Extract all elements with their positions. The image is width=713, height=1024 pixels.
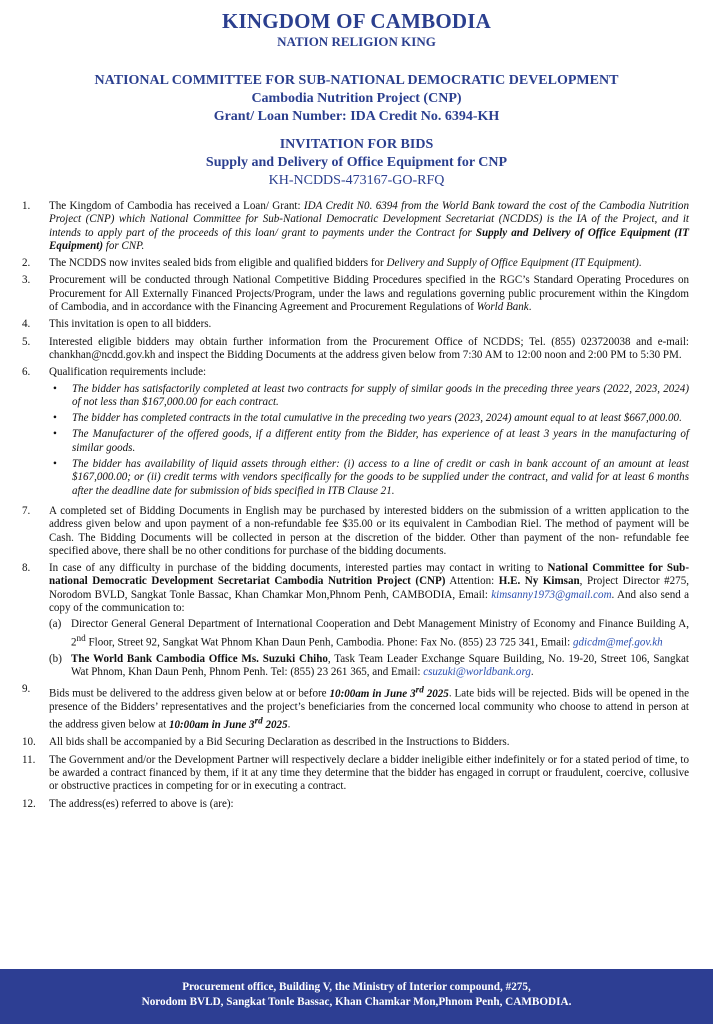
clause-1-text-d: for CNP. <box>103 239 145 252</box>
clause-3-text-b: World Bank <box>476 301 529 314</box>
address-banner <box>0 969 713 1024</box>
invitation-subject: Supply and Delivery of Office Equipment for CNP <box>205 155 508 170</box>
opening-year: 2025 <box>262 719 288 732</box>
invitation-title: INVITATION FOR BIDS <box>279 137 434 152</box>
clause-3-text-c: . <box>528 301 532 314</box>
document-body <box>0 200 713 815</box>
clause-text <box>49 562 689 679</box>
document-header <box>0 0 713 190</box>
clause-12 <box>22 798 689 811</box>
world-bank-contact: The World Bank Cambodia Office Ms. Suzuki Chiho <box>71 652 328 665</box>
qualification-intro: Qualification requirements include: <box>49 366 207 379</box>
clause-number: 9. <box>22 683 31 696</box>
clause-8-text-e: , Project Director #275, Norodom BVLD, Sangkat Tonle Bassac, Khan Chamkar Mon,Phnom Penh, CAMBODIA, Email: <box>49 575 689 601</box>
qualification-list <box>49 383 689 498</box>
email-link[interactable]: gdicdm@mef.gov.kh <box>572 636 663 649</box>
email-link[interactable]: kimsanny1973@gmail.com <box>491 588 612 601</box>
clause-text: Interested eligible bidders may obtain further information from the Procurement Office of NCDDS; Tel. (855) 023720038 and e-mail: chankhan@ncdd.gov.kh and inspect the Bidding Documents at the address given below from 7:30 AM to 12:00 noon and 2:00 PM to 5:30 PM. <box>49 335 689 361</box>
sub-clause-label: (b) <box>49 652 62 665</box>
bullet-icon: • <box>53 412 57 425</box>
clause-3-text-a: Procurement will be conducted through National Competitive Bidding Procedures specified in the RGC’s Standard Operating Procedures on Procurement for All Externally Financed Projects/Program, under the laws and regulations governing public procurement within the Kingdom of Cambodia, and in accordance with the Financing Agreement and Procurement Regulations of <box>49 274 689 314</box>
bullet-icon: • <box>53 382 57 395</box>
national-motto: NATION RELIGION KING <box>277 34 436 49</box>
list-item-text: The bidder has satisfactorily completed at least two contracts for supply of similar goods in the preceding three years (2022, 2023, 2024) of not less than $167,000.00 for each contract. <box>72 382 689 408</box>
sub-clause-b-text-c: . <box>530 665 534 678</box>
bullet-icon: • <box>53 458 57 471</box>
sub-clause-b <box>49 653 689 680</box>
clause-7 <box>22 505 689 558</box>
superscript: rd <box>415 684 424 695</box>
clause-4 <box>22 318 689 331</box>
deadline-year: 2025 <box>423 687 449 700</box>
contact-organization: National Committee for Sub-national Democratic Development Secretariat Cambodia Nutrition Project (CNP) <box>49 562 689 588</box>
sub-clause-label: (a) <box>49 618 62 631</box>
clause-8-text-a: In case of any difficulty in purchase of the bidding documents, interested parties may contact in writing to <box>49 562 548 575</box>
opening-time: 10:00am in June 3 <box>168 719 255 732</box>
clause-text <box>49 200 689 253</box>
clause-text: All bids shall be accompanied by a Bid Securing Declaration as described in the Instructions to Bidders. <box>49 736 510 749</box>
clause-9-text-g: . <box>287 719 291 732</box>
sub-clause-a-text-a: Director General General Department of International Cooperation and Debt Management Ministry of Economy and Finance Building A, 2 <box>71 618 689 649</box>
reference-number: KH-NCDDS-473167-GO-RFQ <box>268 173 445 188</box>
list-item-text: The bidder has availability of liquid assets through either: (i) access to a line of credit or cash in bank account of an amount at least $167,000.00; or (ii) credit terms with vendors specifically for the goods to be supplied under the contract, and valid for at least 6 months after the deadline date for submission of bids specified in ITB Clause 21. <box>72 458 689 497</box>
clause-11 <box>22 754 689 794</box>
email-link[interactable]: csuzuki@worldbank.org <box>423 665 531 678</box>
list-item <box>49 458 689 498</box>
clause-1-text-b: IDA Credit N0. 6394 from the World Bank toward the cost of the Cambodia Nutrition Project (CNP) which National Committee for Sub-National Democratic Development Secretariat (NCDDS) is the IA of the Project, and it intends to apply part of the proceeds of this loan/ grant to payments under the Contract for <box>49 200 689 239</box>
clause-2-text-a: The NCDDS now invites sealed bids from eligible and qualified bidders for <box>49 257 387 270</box>
superscript: nd <box>76 632 86 643</box>
clause-2-text-b: Delivery and Supply of Office Equipment (IT Equipment) <box>386 257 639 270</box>
clause-9-text-d: . Late bids will be rejected. Bids will be opened in the presence of the Bidders’ representatives and the project’s beneficiaries from the concerned local community who choose to attend in person at the address given below at <box>49 687 690 732</box>
clause-8-text-c: Attention: <box>445 575 499 588</box>
clause-text: The Government and/or the Development Partner will respectively declare a bidder ineligible either indefinitely or for a stated period of time, to be awarded a contract financed by them, if it at any time they determine that the bidder has engaged in corrupt or fraudulent, coercive, collusive or obstructive practices in competing for or in executing a contract. <box>49 753 689 793</box>
clause-2 <box>22 257 689 270</box>
clause-1-text-a: The Kingdom of Cambodia has received a Loan/ Grant: <box>49 200 304 212</box>
kingdom-title: KINGDOM OF CAMBODIA <box>221 9 491 33</box>
list-item-text: The bidder has completed contracts in the total cumulative in the preceding two years (2023, 2024) amount equal to at least $667,000.00. <box>72 412 682 425</box>
sub-clause-a-text-b: Floor, Street 92, Sangkat Wat Phnom Khan Daun Penh, Cambodia. Phone: Fax No. (855) 23 725 341, Email: <box>85 636 573 649</box>
clause-9 <box>22 683 689 732</box>
clause-number: 7. <box>22 504 31 517</box>
sub-clause-a <box>49 618 689 649</box>
clause-number: 1. <box>22 200 31 212</box>
clause-text: This invitation is open to all bidders. <box>49 318 212 331</box>
clause-text: The address(es) referred to above is (are): <box>49 797 234 810</box>
clause-number: 2. <box>22 257 31 270</box>
contact-person: H.E. Ny Kimsan <box>498 575 580 588</box>
clause-text <box>49 257 689 270</box>
list-item <box>49 383 689 410</box>
clause-3 <box>22 274 689 314</box>
superscript: rd <box>254 715 263 726</box>
list-item-text: The Manufacturer of the offered goods, if a different entity from the Bidder, has experience of at least 3 years in the manufacturing of similar goods. <box>72 428 689 454</box>
clause-number: 12. <box>22 797 36 810</box>
clause-1 <box>22 200 689 253</box>
clause-10 <box>22 736 689 749</box>
clause-text <box>49 274 689 314</box>
sub-clause-text <box>71 618 689 649</box>
clause-text <box>49 683 689 732</box>
address-line-2: Norodom BVLD, Sangkat Tonle Bassac, Khan Chamkar Mon,Phnom Penh, CAMBODIA. <box>141 996 572 1008</box>
sub-clause-text <box>71 653 689 680</box>
clause-8 <box>22 562 689 679</box>
clause-number: 6. <box>22 366 31 379</box>
clause-number: 10. <box>22 736 36 749</box>
committee-name: NATIONAL COMMITTEE FOR SUB-NATIONAL DEMOCRATIC DEVELOPMENT <box>94 73 619 88</box>
bullet-icon: • <box>53 428 57 441</box>
clause-text <box>49 366 689 501</box>
sub-clause-b-text-b: , Task Team Leader Exchange Square Building, No. 19-20, Street 106, Sangkat Wat Phnom, Khan Daun Penh, Phnom Penh. Tel: (855) 23 261 365, and Email: <box>71 652 689 678</box>
project-name: Cambodia Nutrition Project (CNP) <box>251 91 462 106</box>
contract-name: Supply and Delivery of Office Equipment (IT Equipment) <box>49 226 690 252</box>
list-item <box>49 428 689 455</box>
clause-text: A completed set of Bidding Documents in English may be purchased by interested bidders on the submission of a written application to the address given below and upon payment of a non-refundable fee $35.00 or its equivalent in Cambodian Riel. The method of payment will be Cash. The Bidding Documents will be collected in person at the discretion of the bidder. Other than payment of the non- refundable fee specified above, there shall be no other conditions for purchase of the bidding documents. <box>49 504 689 557</box>
clause-9-text-a: Bids must be delivered to the address given below at or before <box>49 687 330 700</box>
clause-number: 5. <box>22 335 31 348</box>
clause-number: 4. <box>22 318 31 331</box>
clause-5 <box>22 336 689 363</box>
clause-number: 8. <box>22 562 31 575</box>
clause-number: 3. <box>22 274 31 287</box>
clause-2-text-c: . <box>638 257 642 270</box>
clause-6 <box>22 366 689 501</box>
address-line-1: Procurement office, Building V, the Ministry of Interior compound, #275, <box>182 981 531 993</box>
clause-number: 11. <box>22 753 36 766</box>
list-item <box>49 412 689 425</box>
grant-number: Grant/ Loan Number: IDA Credit No. 6394-KH <box>213 109 500 124</box>
deadline: 10:00am in June 3 <box>329 687 416 700</box>
clause-8-text-f: . And also send a copy of the communication to: <box>49 588 690 615</box>
